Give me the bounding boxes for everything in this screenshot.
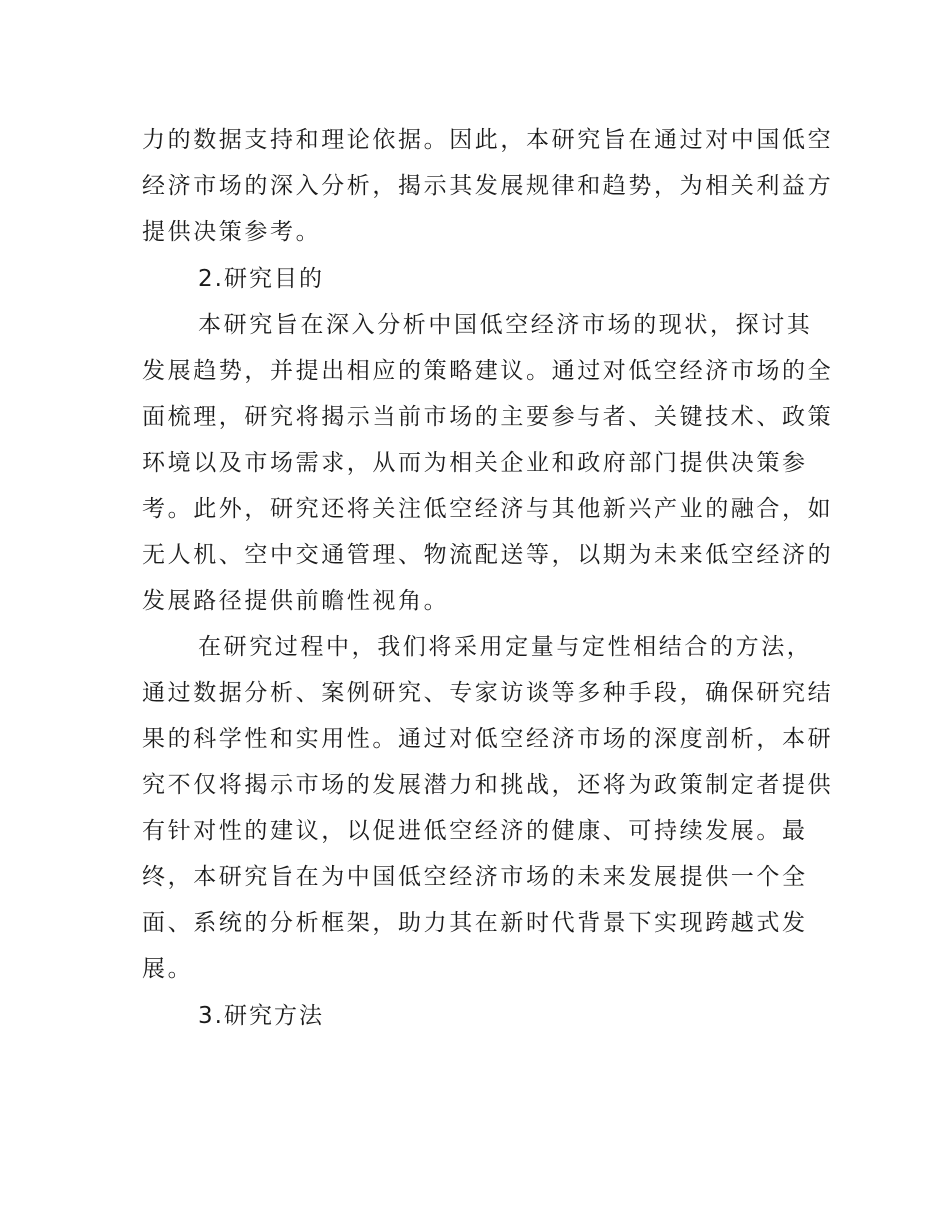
paragraph-line: 本研究旨在深入分析中国低空经济市场的现状，探讨其 (198, 312, 813, 338)
paragraph-line: 面梳理，研究将揭示当前市场的主要参与者、关键技术、政策 (142, 404, 834, 430)
paragraph-line: 经济市场的深入分析，揭示其发展规律和趋势，为相关利益方 (142, 173, 834, 199)
paragraph-line: 力的数据支持和理论依据。因此，本研究旨在通过对中国低空 (142, 127, 834, 153)
paragraph-line: 提供决策参考。 (142, 219, 322, 245)
paragraph-line: 通过数据分析、案例研究、专家访谈等多种手段，确保研究结 (142, 680, 834, 706)
paragraph-line: 究不仅将揭示市场的发展潜力和挑战，还将为政策制定者提供 (142, 772, 834, 798)
paragraph-line: 展。 (142, 956, 194, 982)
paragraph-line: 面、系统的分析框架，助力其在新时代背景下实现跨越式发 (142, 910, 808, 936)
paragraph-line: 发展路径提供前瞻性视角。 (142, 588, 450, 614)
paragraph-line: 发展趋势，并提出相应的策略建议。通过对低空经济市场的全 (142, 358, 834, 384)
paragraph-line: 无人机、空中交通管理、物流配送等，以期为未来低空经济的 (142, 542, 834, 568)
paragraph-line: 果的科学性和实用性。通过对低空经济市场的深度剖析，本研 (142, 726, 834, 752)
section-heading: 3.研究方法 (198, 1003, 324, 1029)
paragraph-line: 在研究过程中，我们将采用定量与定性相结合的方法， (198, 634, 813, 660)
paragraph-line: 环境以及市场需求，从而为相关企业和政府部门提供决策参 (142, 450, 808, 476)
section-heading: 2.研究目的 (198, 266, 324, 292)
paragraph-line: 考。此外，研究还将关注低空经济与其他新兴产业的融合，如 (142, 496, 834, 522)
paragraph-line: 有针对性的建议，以促进低空经济的健康、可持续发展。最 (142, 818, 808, 844)
paragraph-line: 终，本研究旨在为中国低空经济市场的未来发展提供一个全 (142, 864, 808, 890)
